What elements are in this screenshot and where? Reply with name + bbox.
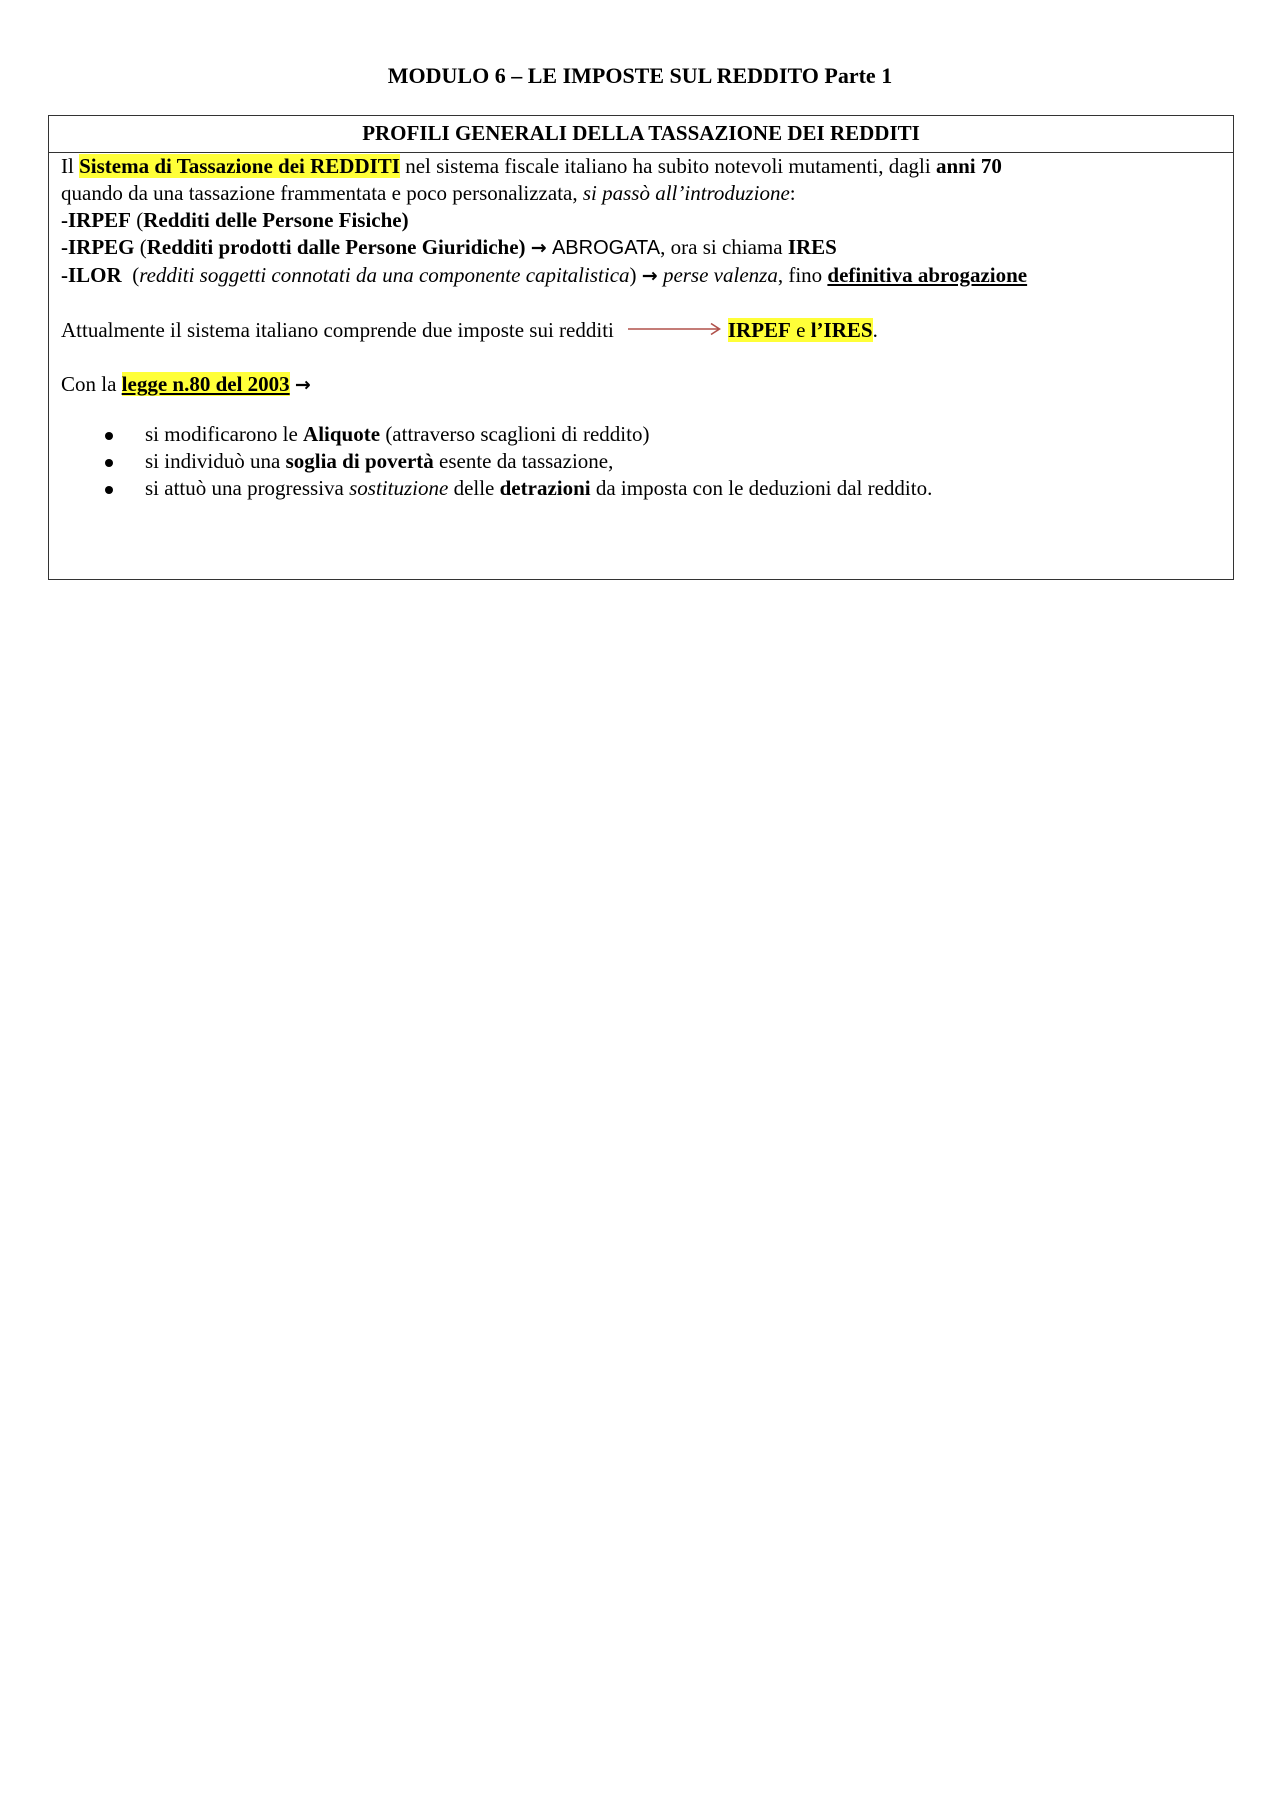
intro-line-2-italic: si passò all’introduzione <box>582 181 790 205</box>
ilor-fino: , fino <box>777 263 828 287</box>
ilor-desc-open: ( <box>132 263 140 287</box>
ilor-line <box>61 262 1221 290</box>
intro-line-2 <box>61 180 1221 207</box>
attualmente-text: Attualmente il sistema italiano comprende due imposte sui redditi <box>61 318 614 342</box>
ilor-desc: redditi soggetti connotati da una componente capitalistica <box>139 263 630 287</box>
irpeg-ires: IRES <box>787 235 837 259</box>
irpef-hl: IRPEF <box>727 318 791 342</box>
bullet-icon <box>105 432 113 440</box>
right-arrow-icon: → <box>530 237 547 259</box>
anni-70: anni 70 <box>935 154 1002 178</box>
ires-hl: l’IRES <box>810 318 873 342</box>
bullet-icon <box>105 486 113 494</box>
intro-line-2-text: quando da una tassazione frammentata e poco personalizzata, <box>61 181 583 205</box>
irpef-line <box>61 207 1221 234</box>
bullet-text: si modificarono le <box>145 422 304 446</box>
right-arrow-icon: → <box>294 374 311 396</box>
e-conj: e <box>790 318 811 342</box>
list-item <box>61 475 1221 502</box>
legge-line <box>61 371 1221 399</box>
bullet-text: si individuò una <box>145 449 286 473</box>
intro-rest: nel sistema fiscale italiano ha subito notevoli mutamenti, dagli <box>399 154 936 178</box>
box-header: PROFILI GENERALI DELLA TASSAZIONE DEI REDDITI <box>49 116 1233 153</box>
box-body <box>49 153 1233 502</box>
irpeg-desc: Redditi prodotti dalle Persone Giuridiche) <box>146 235 526 259</box>
irpef-desc: Redditi delle Persone Fisiche) <box>143 208 409 232</box>
bullet-icon <box>105 459 113 467</box>
ilor-desc-close: ) <box>629 263 637 287</box>
ilor-code: -ILOR <box>61 263 122 287</box>
irpeg-ora: , ora si chiama <box>660 235 788 259</box>
legge-highlight: legge n.80 del 2003 <box>121 372 290 396</box>
right-arrow-icon: → <box>641 265 658 287</box>
bullet-bold: soglia di povertà <box>285 449 434 473</box>
irpeg-code: -IRPEG <box>61 235 135 259</box>
bullet-bold: Aliquote <box>303 422 381 446</box>
bullet-text: si attuò una progressiva <box>145 476 350 500</box>
list-item <box>61 448 1221 475</box>
bullet-text: esente da tassazione, <box>433 449 614 473</box>
bullet-italic: sostituzione <box>349 476 449 500</box>
bullet-bold: detrazioni <box>499 476 591 500</box>
attualmente-line <box>61 317 1221 344</box>
irpeg-abrogata: ABROGATA <box>551 237 661 259</box>
list-item <box>61 421 1221 448</box>
intro-line-2-colon: : <box>789 181 796 205</box>
attualmente-dot: . <box>872 318 878 342</box>
sistema-highlight: Sistema di Tassazione dei REDDITI <box>79 154 400 178</box>
bullet-text: delle <box>448 476 500 500</box>
irpef-code: -IRPEF <box>61 208 131 232</box>
bullet-text: da imposta con le deduzioni dal reddito. <box>590 476 933 500</box>
irpef-open: ( <box>131 208 144 232</box>
intro-il: Il <box>61 154 74 178</box>
ilor-perse: perse valenza <box>662 263 778 287</box>
irpef-ires-highlight <box>728 318 873 342</box>
legge-con-la: Con la <box>61 372 122 396</box>
content-box <box>48 115 1234 580</box>
bullet-list <box>61 421 1221 502</box>
bullet-text: (attraverso scaglioni di reddito) <box>380 422 650 446</box>
intro-line-1 <box>61 153 1221 180</box>
irpeg-open: ( <box>134 235 147 259</box>
long-arrow-icon <box>628 322 722 336</box>
page-title: MODULO 6 – LE IMPOSTE SUL REDDITO Parte 1 <box>387 63 893 88</box>
ilor-definitiva: definitiva abrogazione <box>827 263 1028 287</box>
irpeg-line <box>61 234 1221 262</box>
